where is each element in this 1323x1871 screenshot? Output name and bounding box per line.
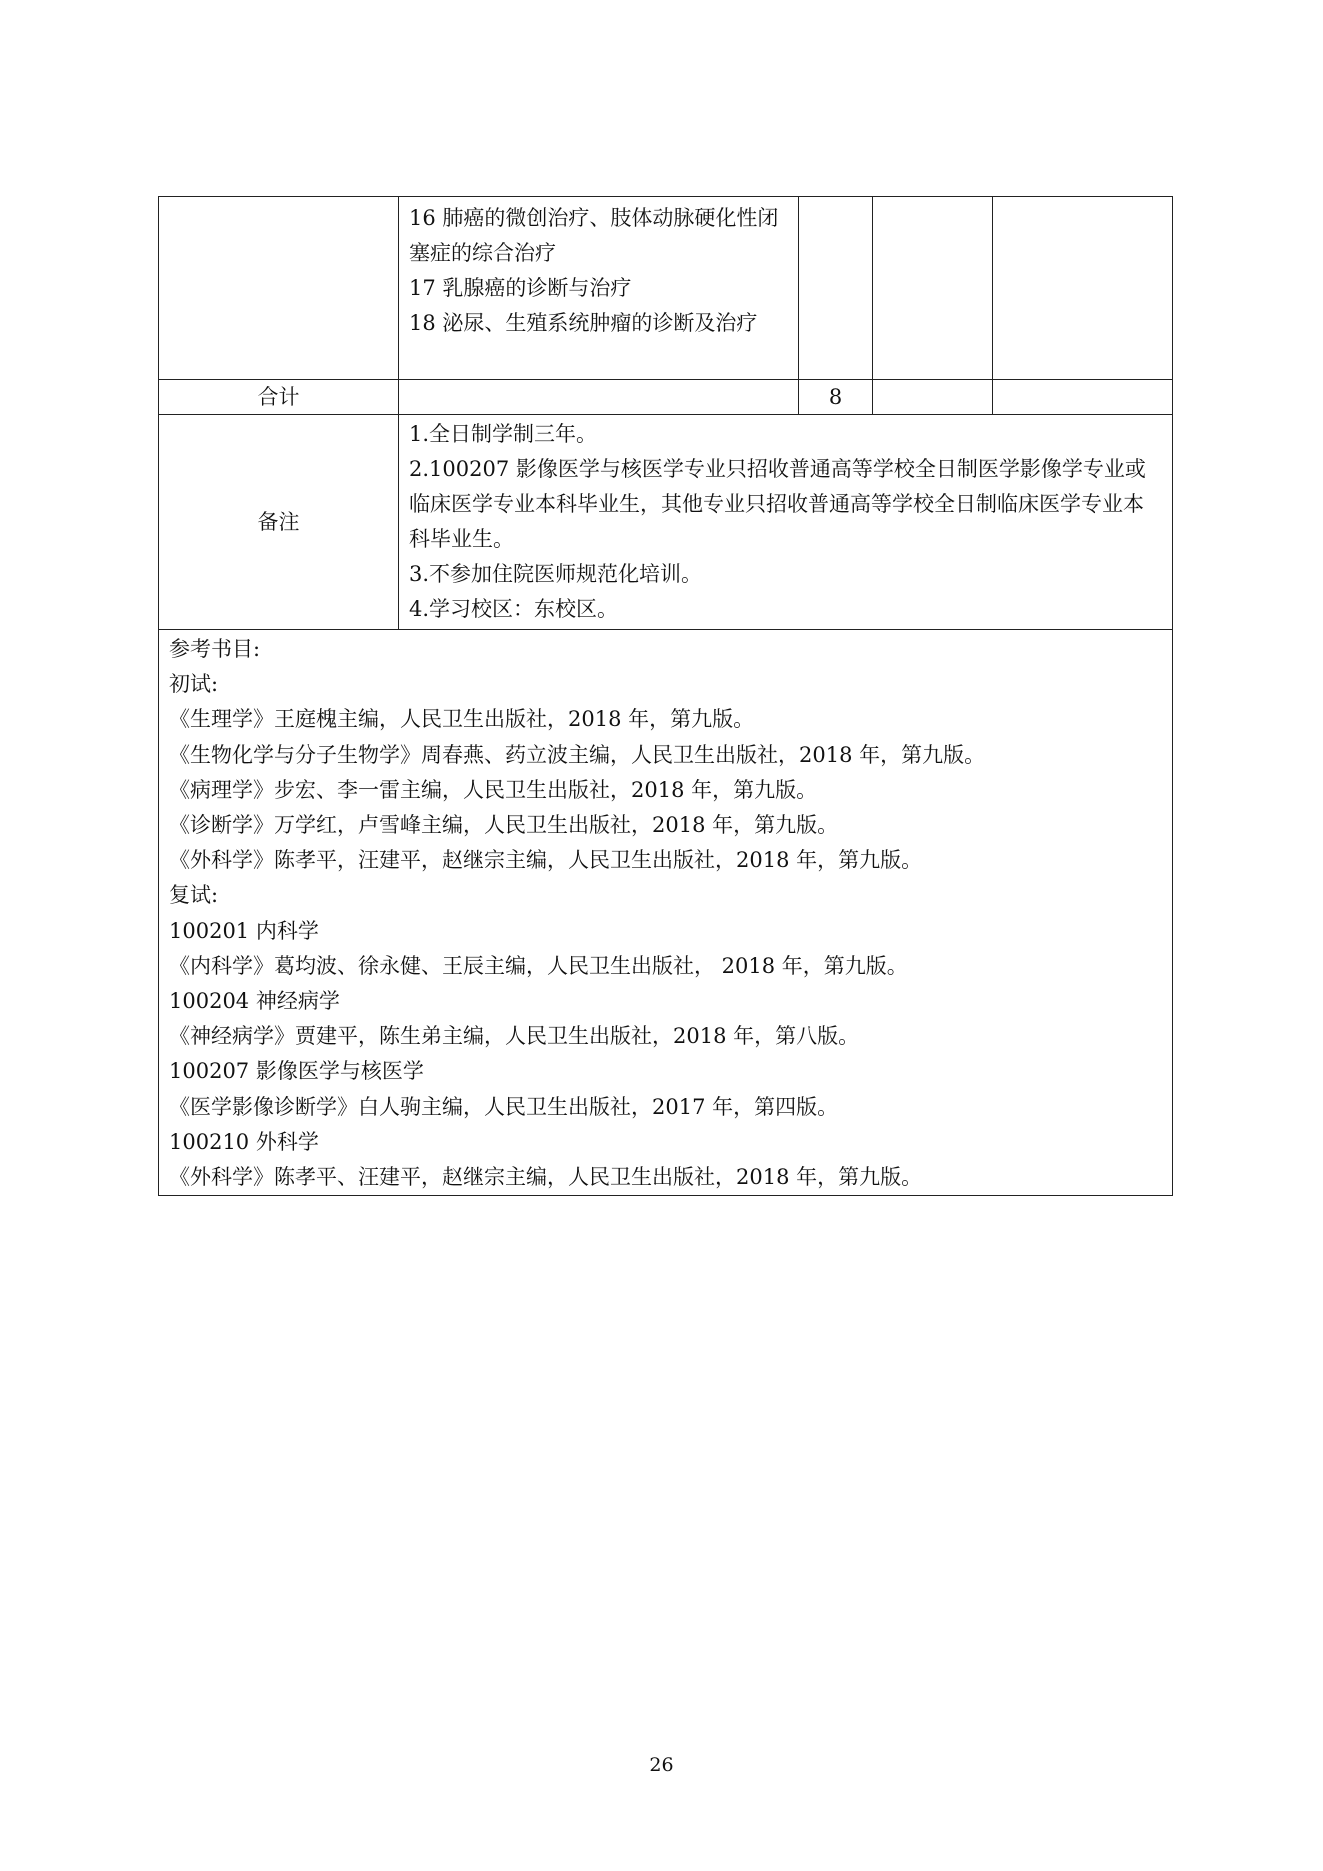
reference-book: 《诊断学》万学红，卢雪峰主编，人民卫生出版社，2018 年，第九版。	[169, 813, 839, 838]
major-name: 100210 外科学	[169, 1129, 319, 1154]
empty-cell	[873, 380, 993, 415]
course-content-item: 16 肺癌的微创治疗、肢体动脉硬化性闭塞症的综合治疗	[409, 206, 779, 265]
notes-content	[399, 415, 1173, 630]
notes-label: 备注	[159, 415, 399, 630]
total-value: 8	[799, 380, 873, 415]
empty-cell	[873, 197, 993, 380]
notes-row	[159, 415, 1173, 630]
note-item: 4.学习校区：东校区。	[409, 597, 619, 621]
empty-cell	[993, 380, 1173, 415]
course-content-item: 18 泌尿、生殖系统肿瘤的诊断及治疗	[409, 311, 758, 335]
preliminary-heading: 初试:	[169, 672, 219, 697]
empty-cell	[159, 197, 399, 380]
curriculum-table	[158, 196, 1173, 1196]
total-row	[159, 380, 1173, 415]
continued-course-row	[159, 197, 1173, 380]
major-name: 100207 影像医学与核医学	[169, 1059, 424, 1084]
note-item: 1.全日制学制三年。	[409, 422, 598, 446]
reference-book: 《外科学》陈孝平，汪建平，赵继宗主编，人民卫生出版社，2018 年，第九版。	[169, 848, 923, 873]
reference-book: 《病理学》步宏、李一雷主编，人民卫生出版社，2018 年，第九版。	[169, 777, 818, 802]
empty-cell	[993, 197, 1173, 380]
reference-book: 《内科学》葛均波、徐永健、王辰主编，人民卫生出版社， 2018 年，第九版。	[169, 953, 908, 978]
reference-book: 《医学影像诊断学》白人驹主编，人民卫生出版社，2017 年，第四版。	[169, 1094, 839, 1119]
empty-cell	[799, 197, 873, 380]
reference-book: 《生理学》王庭槐主编，人民卫生出版社，2018 年，第九版。	[169, 707, 755, 732]
empty-cell	[399, 380, 799, 415]
note-item: 2.100207 影像医学与核医学专业只招收普通高等学校全日制医学影像学专业或临床医学专业本科毕业生，其他专业只招收普通高等学校全日制临床医学专业本科毕业生。	[409, 457, 1146, 551]
references-row	[159, 630, 1173, 1196]
major-name: 100201 内科学	[169, 918, 319, 943]
references-content	[159, 630, 1173, 1196]
page-number: 26	[649, 1754, 674, 1776]
retest-heading: 复试:	[169, 883, 219, 908]
references-heading: 参考书目:	[169, 637, 261, 661]
course-content-item: 17 乳腺癌的诊断与治疗	[409, 276, 632, 300]
reference-book: 《神经病学》贾建平，陈生弟主编，人民卫生出版社，2018 年，第八版。	[169, 1024, 860, 1049]
reference-book: 《外科学》陈孝平、汪建平，赵继宗主编，人民卫生出版社，2018 年，第九版。	[169, 1165, 923, 1190]
reference-book: 《生物化学与分子生物学》周春燕、药立波主编，人民卫生出版社，2018 年，第九版。	[169, 742, 986, 767]
total-label: 合计	[159, 380, 399, 415]
course-content-cell	[399, 197, 799, 380]
note-item: 3.不参加住院医师规范化培训。	[409, 562, 703, 586]
major-name: 100204 神经病学	[169, 989, 340, 1014]
